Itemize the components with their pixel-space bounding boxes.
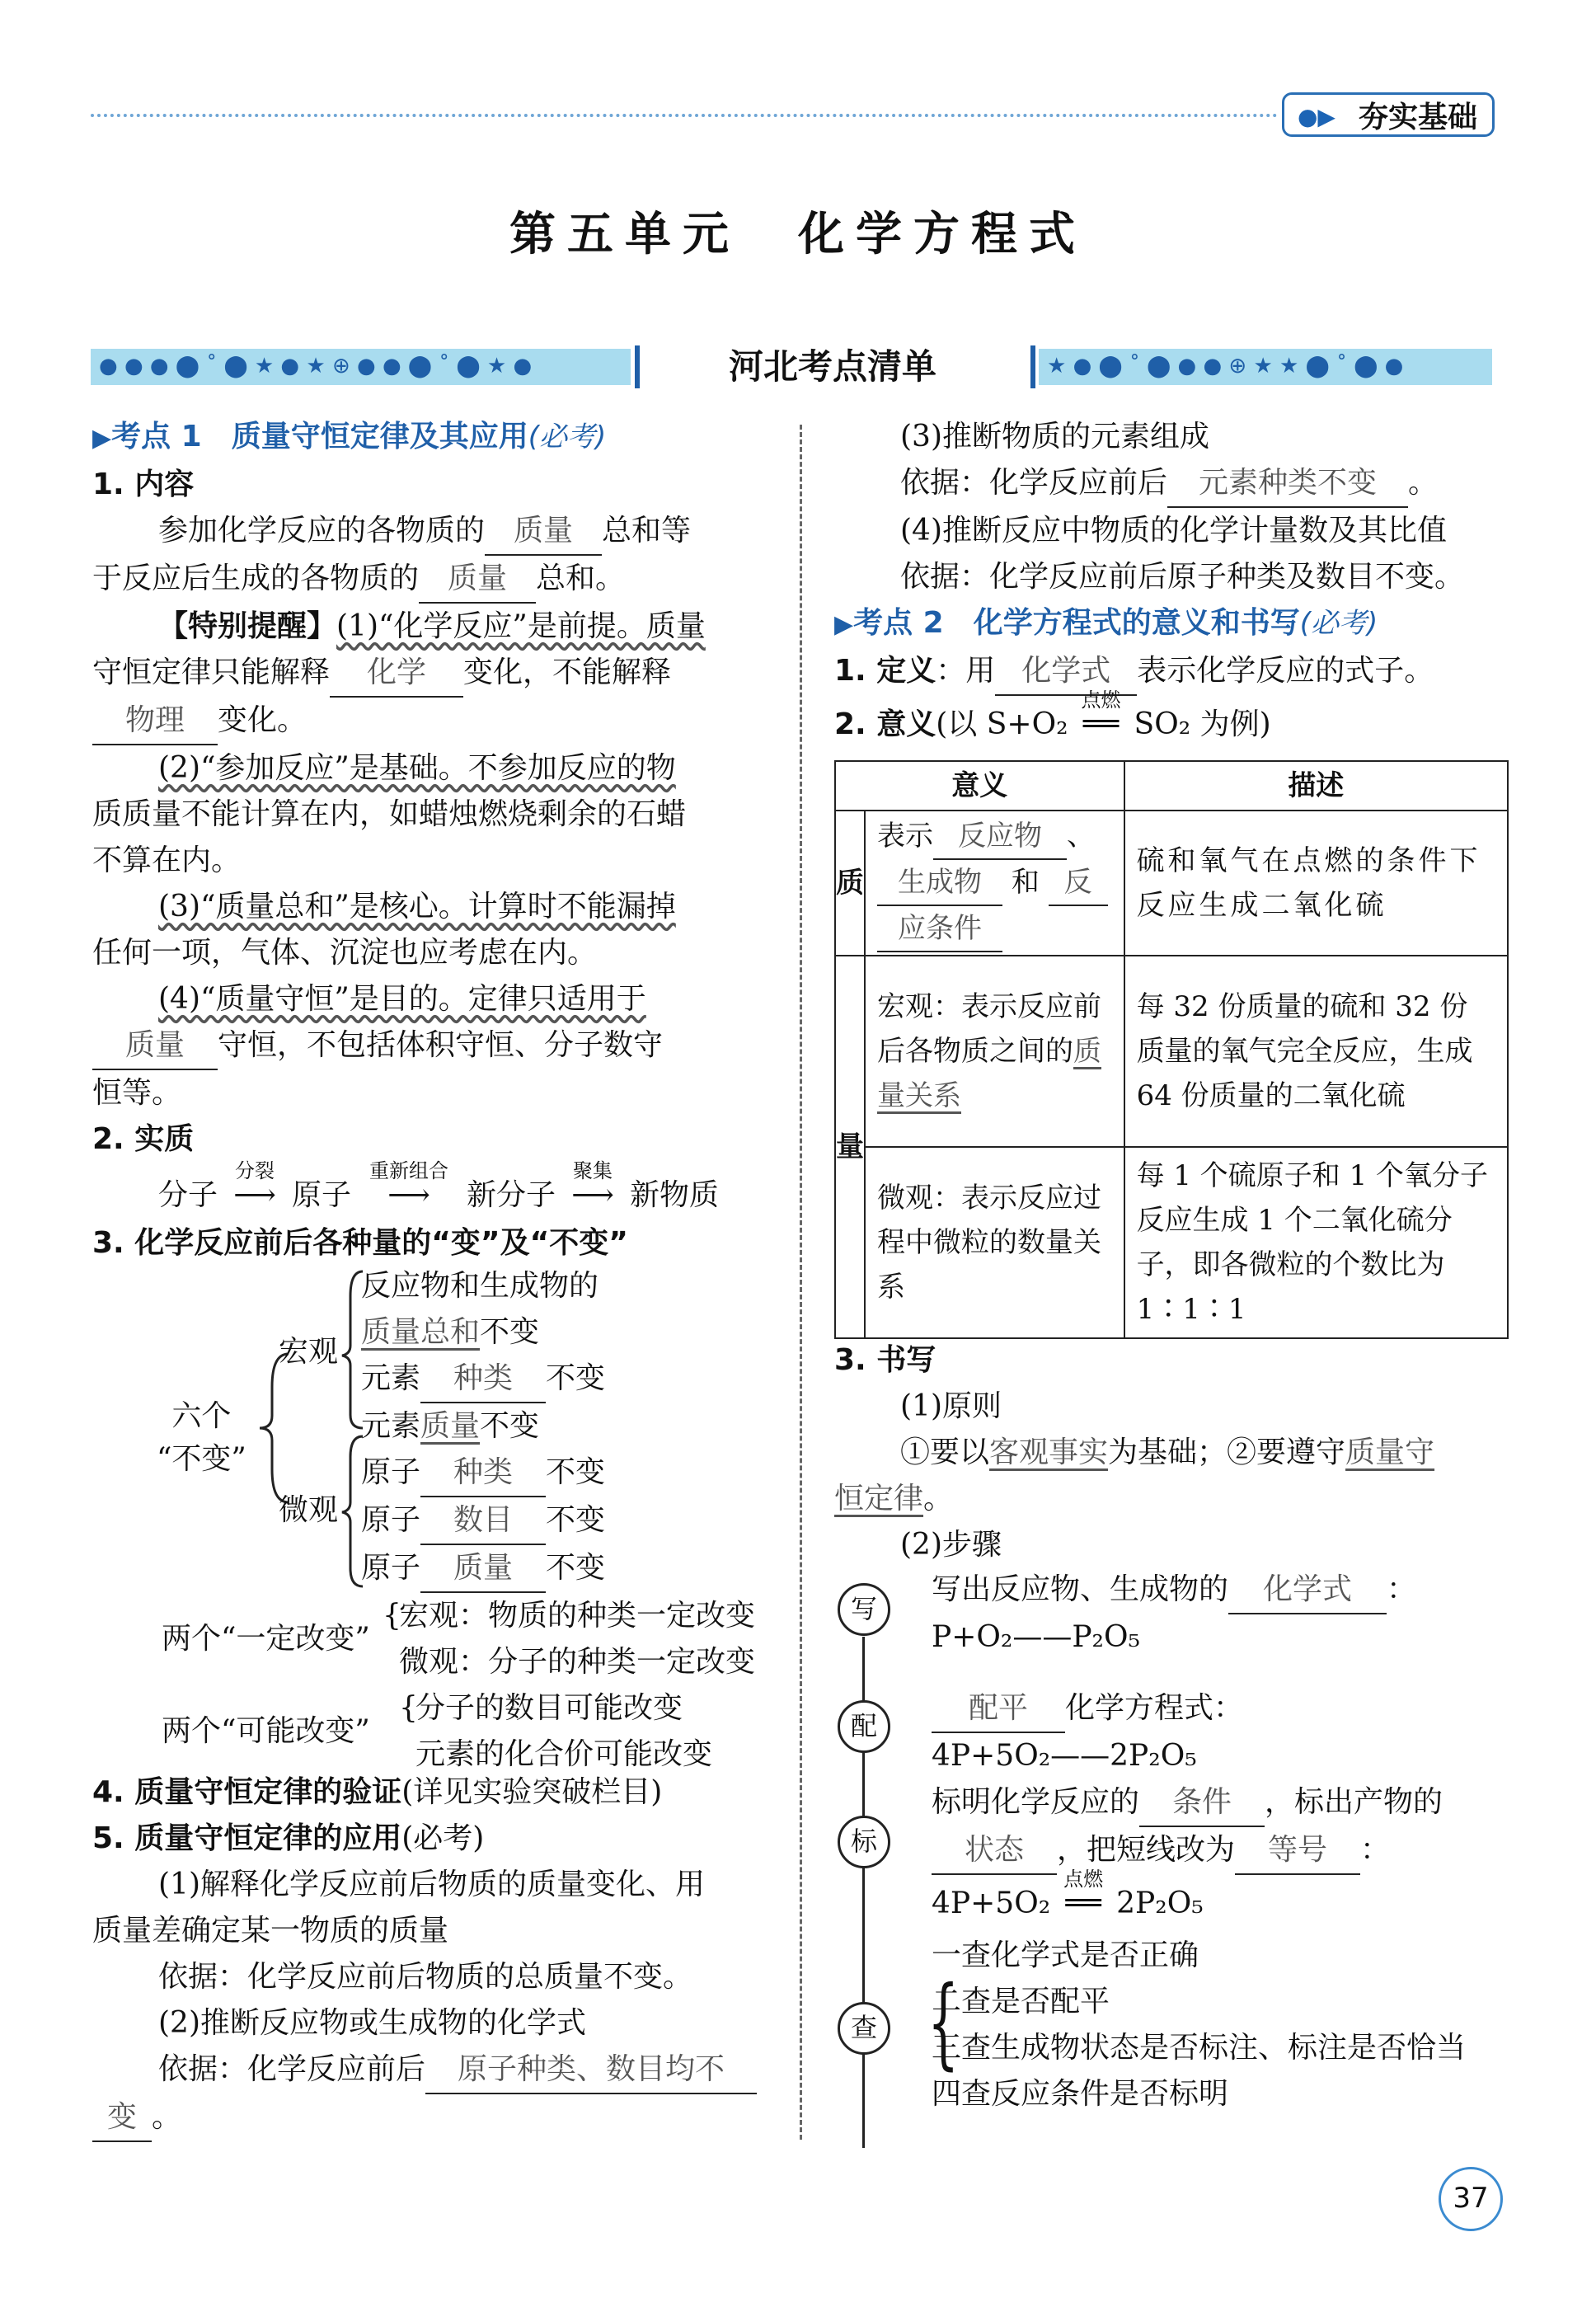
paragraph-line: 1. 定义：用 化学式 表示化学反应的式子。	[834, 648, 1510, 696]
six-unchanged-diagram	[157, 1263, 783, 1593]
banner-bar-left	[635, 345, 640, 388]
section-heading: 3. 化学反应前后各种量的“变”及“不变”	[92, 1226, 628, 1260]
paragraph-line: 质质量不能计算在内，如蜡烛燃烧剩余的石蜡	[92, 797, 687, 831]
section-tag: ●▶ 夯实基础	[1282, 92, 1495, 137]
paragraph-line: 变 。	[92, 2094, 768, 2142]
arrow-icon: ⟶ 分裂	[233, 1159, 276, 1212]
arrow-icon: ⟶ 重新组合	[369, 1159, 449, 1212]
paragraph-line: 依据：化学反应前后原子种类及数目不变。	[900, 560, 1465, 594]
column-divider	[800, 425, 802, 2140]
paragraph-line: (2)步骤	[900, 1528, 1002, 1562]
equation: 4P+5O₂ ══ 点燃 2P₂O₅	[932, 1868, 1204, 1920]
macro-label: 宏观	[279, 1335, 339, 1369]
page-title: 第五单元 化学方程式	[509, 207, 1087, 261]
dots-decoration: ★ ● ⬤ ˚ ⬤ ● ● ⊕ ★ ★ ⬤ ˚ ⬤ ●	[1039, 349, 1492, 385]
step-mark-icon: 标	[838, 1816, 890, 1868]
dots-decoration: ● ● ● ⬤ ˚ ⬤ ★ ● ★ ⊕ ● ● ⬤ ˚ ⬤ ★ ●	[91, 349, 631, 385]
page-number: 37	[1439, 2167, 1503, 2231]
paragraph-line: ①要以客观事实为基础；②要遵守质量守	[900, 1436, 1435, 1469]
paragraph-line: (1)解释化学反应前后物质的质量变化、用	[158, 1868, 705, 1901]
paragraph-line: 质量差确定某一物质的质量	[92, 1914, 449, 1948]
brace-icon: {	[927, 1966, 960, 2080]
paragraph-line: 不算在内。	[92, 844, 242, 877]
triangle-icon: ▶	[834, 610, 854, 639]
kaodian-1-heading: ▶考点 1 质量守恒定律及其应用(必考)	[92, 420, 607, 453]
particle-chain: 分子 ⟶ 分裂 原子 ⟶ 重新组合 新分子 ⟶ 聚集 新物质	[92, 1163, 768, 1220]
paragraph-line: (2)推断反应物或生成物的化学式	[158, 2006, 586, 2040]
step-check-icon: 查	[838, 2002, 890, 2055]
paragraph-line: 参加化学反应的各物质的 质量 总和等	[92, 508, 768, 556]
brace-icon: {	[399, 1691, 418, 1725]
paragraph-line: 恒等。	[92, 1076, 182, 1110]
equation: P+O₂——P₂O₅	[932, 1620, 1140, 1654]
paragraph-line: 任何一项，气体、沉淀也应考虑在内。	[92, 936, 598, 970]
paragraph-line: 依据：化学反应前后物质的总质量不变。	[158, 1960, 693, 1994]
paragraph-line: 【特别提醒】(1)“化学反应”是前提。质量	[158, 609, 706, 643]
steps-content: 写出反应物、生成物的 化学式 ： P+O₂——P₂O₅ 配平 化学方程式： 4P+5O₂——2P₂O₅ 标明化学反应的 条件 ，标出产物的 状态 ，把短线改为 等号 ： 4P+5O₂ ══ 点燃 2P₂O₅ { 一查化学式是否正确 二查是否配平 三查生成物状态是否标注、标注是否恰当 四查反应条件是否标明	[932, 1567, 1525, 2117]
paragraph-line: (2)“参加反应”是基础。不参加反应的物	[158, 751, 676, 785]
left-column	[92, 414, 768, 1266]
six-label: 六个 “不变”	[157, 1399, 246, 1476]
step-write-icon: 写	[838, 1583, 890, 1636]
paragraph-line: (1)原则	[900, 1389, 1002, 1423]
section-heading: 2. 实质	[92, 1122, 195, 1156]
paragraph-line: 于反应后生成的各物质的 质量 总和。	[92, 556, 768, 604]
equation: 4P+5O₂——2P₂O₅	[932, 1739, 1197, 1773]
section-heading: 5. 质量守恒定律的应用(必考)	[92, 1821, 485, 1855]
step-balance-icon: 配	[838, 1700, 890, 1753]
paragraph-line: 恒定律。	[834, 1482, 954, 1515]
right-column	[834, 414, 1510, 754]
paragraph-line: 2. 意义(以 S+O₂ ══ 点燃 SO₂ 为例)	[834, 688, 1271, 741]
micro-label: 微观	[279, 1493, 339, 1527]
triangle-icon: ▶	[92, 424, 112, 453]
paragraph-line: 物理 变化。	[92, 698, 768, 745]
section-heading: 1. 内容	[92, 468, 195, 501]
paragraph-line: (4)“质量守恒”是目的。定律只适用于	[158, 982, 646, 1016]
arrow-icon: ⟶ 聚集	[571, 1159, 614, 1212]
paragraph-line: 依据：化学反应前后 元素种类不变 。	[834, 460, 1510, 508]
section-heading: 4. 质量守恒定律的验证(详见实验突破栏目)	[92, 1775, 663, 1809]
double-arrow-icon: ●▶	[1298, 103, 1335, 130]
paragraph-line: 守恒定律只能解释 化学 变化，不能解释	[92, 650, 768, 698]
section-banner	[91, 342, 1492, 392]
writing-section	[834, 1337, 1510, 1568]
brace-icon: {	[383, 1599, 401, 1633]
header-dotted-line	[91, 114, 1278, 117]
paragraph-line: (3)“质量总和”是核心。计算时不能漏掉	[158, 890, 676, 923]
banner-bar-right	[1030, 345, 1035, 388]
paragraph-line: 依据：化学反应前后 原子种类、数目均不	[92, 2046, 768, 2094]
macro-items: 反应物和生成物的 质量总和不变 元素 种类 不变 元素质量不变 原子 种类 不变 原子 数目 不变 原子 质量 不变	[361, 1263, 605, 1593]
textbook-page: ●▶ 夯实基础 第五单元 化学方程式 ● ● ● ⬤ ˚ ⬤ ★ ● ★ ⊕ ● ● ⬤ ˚ ⬤ ★ ● 河北考点清单 ★ ● ⬤ ˚ ⬤ ● ● ⊕ ★ ★ ⬤ ˚ ⬤ ● ▶考点 1 质量守恒定律及其应用(必考) 1. 内容 参加化学反应的各物质的 质量 总和等 于反应后生成的各物质的 质量 总和。 【特别提醒】(1)“化学反应”是前提。质量 守恒定律只能解释 化学 变化，不能解释 物理 变化。 (2)“参加反应”是基础。不参加反应的物 质质量不能计算在内，如蜡烛燃烧剩余的石蜡 不算在内。 (3)“质量总和”是核心。计算时不能漏掉 任何一项，气体、沉淀也应考虑在内。 (4)“质量守恒”是目的。定律只适用于 质量 守恒，不包括体积守恒、分子数守 恒等。 2. 实质 分子 ⟶ 分裂 原子 ⟶ 重新组合 新分子 ⟶ 聚集 新物质 3. 化学反应前后各种量的“变”及“不变” 六个 “不变” 宏观 微观 反应物和生成物的 质量总和不变 元素 种类 不变 元素质量不变 原子 种类 不变 原子 数目 不变 原子 质量 不变 两个“一定改变” { 宏观：物质的种类一定改变 微观：分子的种类一定改变 两个“可能改变” { 分子的数目可能改变 元素的化合价可能改变 4. 质量守恒定律的验证(详见实验突破栏目) 5. 质量守恒定律的应用(必考) (1)解释化学反应前后物质的质量变化、用 质量差确定某一物质的质量 依据：化学反应前后物质的总质量不变。 (2)推断反应物或生成物的化学式 依据：化学反应前后 原子种类、数目均不 变 。 (3)推断物质的元素组成 依据：化学反应前后 元素种类不变 。 (4)推断反应中物质的化学计量数及其比值 依据：化学反应前后原子种类及数目不变。 ▶考点 2 化学方程式的意义和书写(必考) 1. 定义：用 化学式 表示化学反应的式子。 2. 意义(以 S+O₂ ══ 点燃 SO₂ 为例) 意义 描述 质 表示 反应物 、 生成物 和 反 应条件 硫和氧气在点燃的条件下反应生成二氧化硫 量 宏观：表示反应前后各物质之间的质量关系 每 32 份质量的硫和 32 份质量的氧气完全反应，生成 64 份质量的二氧化硫 微观：表示反应过程中微粒的数量关系 每 1 个硫原子和 1 个氧分子反应生成 1 个二氧化硫分子，即各微粒的个数比为 1∶1∶1 3. 书写 (1)原则 ①要以客观事实为基础；②要遵守质量守 恒定律。 (2)步骤 写 配 标 查 写出反应物、生成物的 化学式 ： P+O₂——P₂O₅ 配平 化学方程式： 4P+5O₂——2P₂O₅ 标明化学反应的 条件 ，标出产物的 状态 ，把短线改为 等号 ： 4P+5O₂ ══ 点燃 2P₂O₅ { 一查化学式是否正确 二查是否配平 三查生成物状态是否标注、标注是否恰当 四查反应条件是否标明 37	[0, 0, 1596, 2312]
paragraph-line: (3)推断物质的元素组成	[900, 420, 1209, 453]
section-heading: 3. 书写	[834, 1343, 936, 1377]
paragraph-line: 质量 守恒，不包括体积守恒、分子数守	[92, 1022, 768, 1070]
kaodian-2-heading: ▶考点 2 化学方程式的意义和书写(必考)	[834, 606, 1378, 640]
banner-title: 河北考点清单	[728, 346, 936, 387]
left-column-bottom	[92, 1769, 768, 2142]
meaning-table: 意义 描述 质 表示 反应物 、 生成物 和 反 应条件 硫和氧气在点燃的条件下反应生成二氧化硫 量 宏观：表示反应前后各物质之间的质量关系 每 32 份质量的硫和 32 份质量的氧气完全反应，生成 64 份质量的二氧化硫 微观：表示反应过程中微粒的数量关系 每 1 个硫原子和 1 个氧分子反应生成 1 个二氧化硫分子，即各微粒的个数比为 1∶1∶1	[834, 760, 1509, 1339]
paragraph-line: (4)推断反应中物质的化学计量数及其比值	[900, 514, 1447, 547]
